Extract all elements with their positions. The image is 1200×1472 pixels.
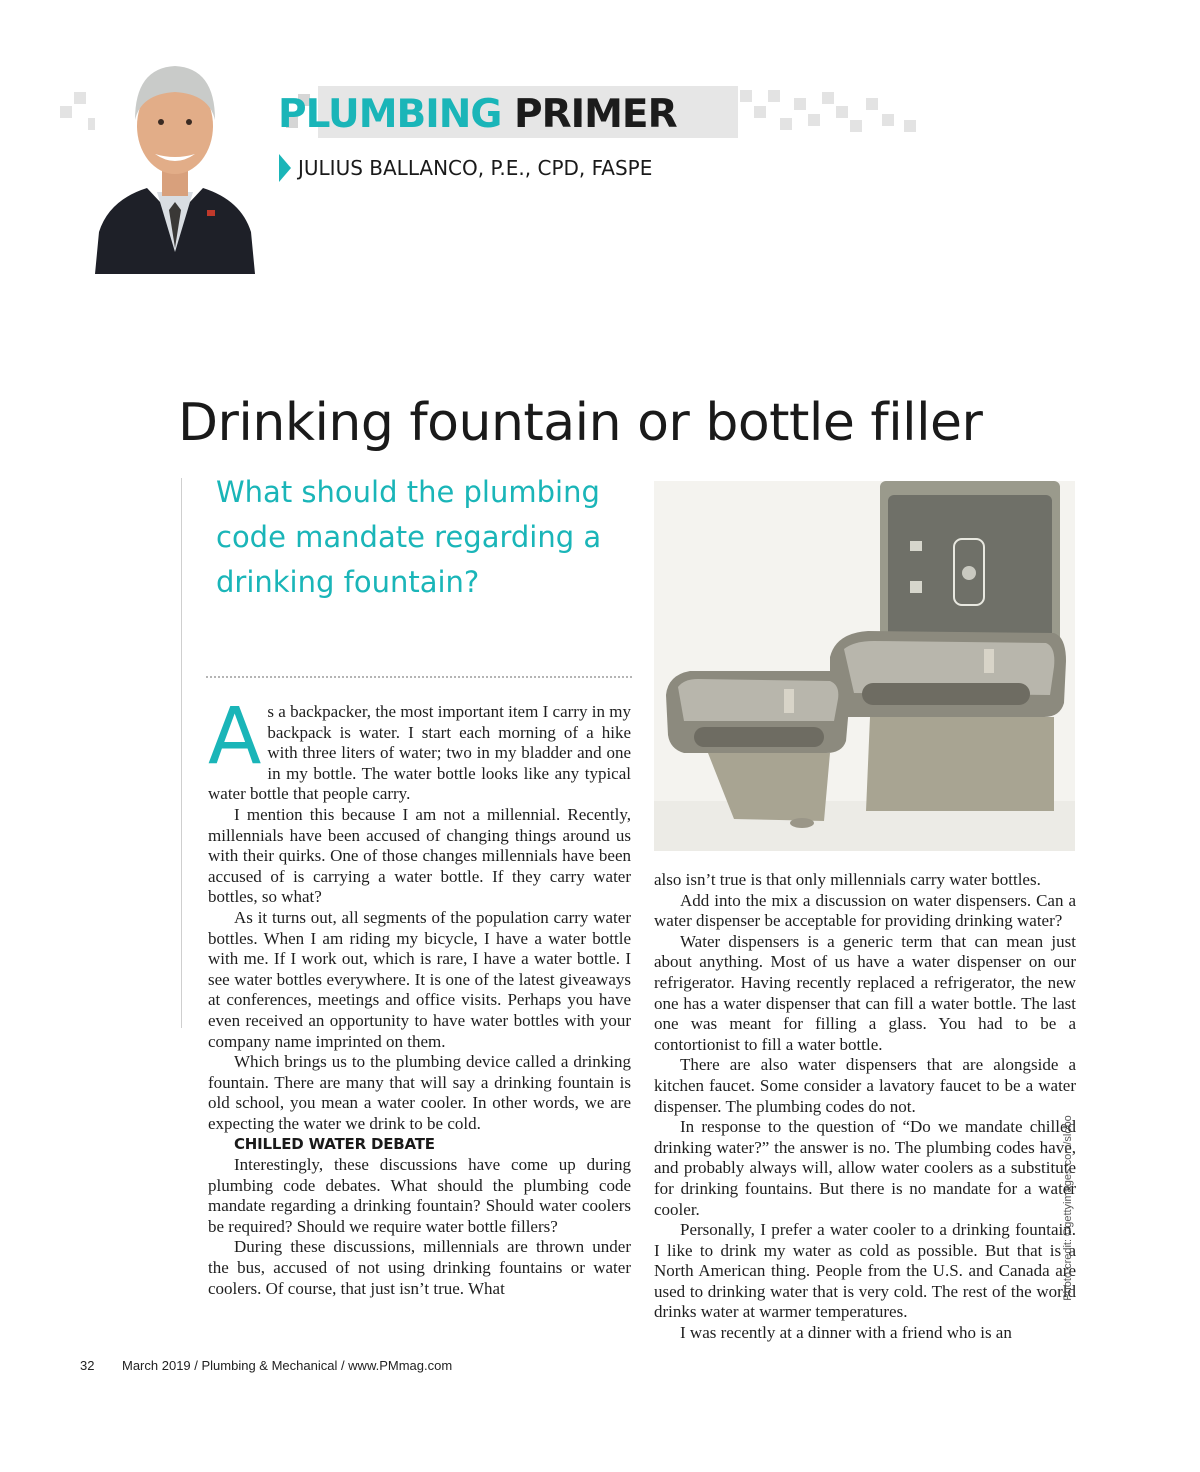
paragraph: As it turns out, all segments of the population carry water bottles. When I am riding my bicycle, I have a water bottle with me. If I work out, which is rare, I have a water bottle. I see water bottles everywhere. It is one of the latest giveaways at conferences, meetings and office visits. Perhaps you have even received an opportunity to have water bottles with your company name imprinted on them. (208, 907, 631, 1051)
article-title: Drinking fountain or bottle filler (178, 393, 983, 453)
paragraph: Interestingly, these discussions have come up during plumbing code debates. What should the plumbing code mandate regarding a drinking fountain? Should water coolers be required? Should we require water bottle fillers? (208, 1155, 631, 1236)
paragraph: Water dispensers is a generic term that can mean just about anything. Most of us have a water dispenser on our refrigerator. Having recently replaced a refrigerator, the new one has a water dispenser that can fill a water bottle. The last one was meant for filling a glass. You had to be a contortionist to fill a water bottle. (654, 931, 1076, 1054)
paragraph: During these discussions, millennials are thrown under the bus, accused of not using drinking fountains or water coolers. Of course, that just isn’t true. What (208, 1237, 631, 1298)
dotted-divider (206, 676, 632, 678)
page-number: 32 (80, 1358, 95, 1373)
author-byline: JULIUS BALLANCO, P.E., CPD, FASPE (298, 156, 653, 180)
bottle-filler-photo (654, 481, 1075, 851)
photo-credit: Photo credit: ©gettyimages.com/slobo (1062, 1115, 1074, 1301)
article-deck: What should the plumbing code mandate regarding a drinking fountain? (216, 475, 602, 599)
paragraph: In response to the question of “Do we mandate chilled drinking water?” the answer is no. The plumbing codes have, and probably always will, allow water coolers as a substitute for drinking fountains. But there is no mandate for a water cooler. (654, 1117, 1076, 1219)
paragraph: Personally, I prefer a water cooler to a drinking fountain. I like to drink my water as cold as possible. But that is a North American thing. People from the U.S. and Canada are used to drinking water that is very cold. The rest of the world drinks water at warmer temperatures. (654, 1220, 1076, 1322)
column-title-word-1: PLUMBING (278, 92, 502, 137)
footer-text: March 2019 / Plumbing & Mechanical / www.PMmag.com (122, 1358, 453, 1373)
paragraph: Which brings us to the plumbing device called a drinking fountain. There are many that will say a drinking fountain is old school, you mean a water cooler. In other words, we are expecting the water we drink to be cold. (208, 1052, 631, 1133)
byline-arrow-icon (279, 154, 291, 182)
paragraph: There are also water dispensers that are alongside a kitchen faucet. Some consider a lavatory faucet to be a water dispenser. The plumbing codes do not. (654, 1055, 1076, 1116)
paragraph: I mention this because I am not a millennial. Recently, millennials have been accused of changing things around us with their quirks. One of those changes millennials have been accused of is carrying a water bottle. If they carry water bottles, so what? (208, 804, 631, 907)
dropcap: A (208, 692, 262, 782)
column-title-word-2: PRIMER (514, 92, 677, 137)
paragraph: As a backpacker, the most important item I carry in my backpack is water. I start each morning of a hike with three liters of water; two in my bladder and one in my bottle. The water bottle looks like any typical water bottle that people carry. (208, 692, 631, 804)
body-column-2 (654, 870, 1076, 1344)
author-headshot (95, 42, 255, 274)
paragraph: I was recently at a dinner with a friend who is an (680, 1323, 1012, 1343)
paragraph: Add into the mix a discussion on water dispensers. Can a water dispenser be acceptable for providing drinking water? (654, 890, 1076, 931)
section-subhead: CHILLED WATER DEBATE (234, 1135, 435, 1154)
column-title (278, 90, 677, 140)
body-column-1 (208, 692, 631, 1299)
deck-rule (181, 478, 182, 1028)
paragraph: also isn’t true is that only millennials carry water bottles. (654, 870, 1041, 889)
